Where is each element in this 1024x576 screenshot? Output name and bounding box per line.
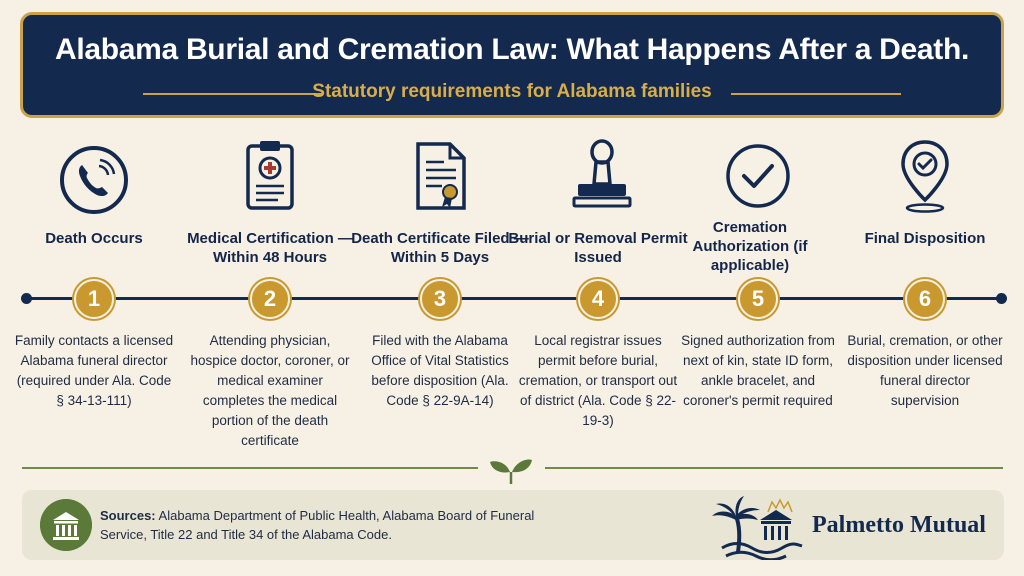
step-3-title: Death Certificate Filed — Within 5 Days — [351, 230, 529, 266]
step-6-number: 6 — [905, 279, 945, 319]
step-2-number: 2 — [250, 279, 290, 319]
page-title: Alabama Burial and Cremation Law: What Happens After a Death. — [54, 33, 970, 66]
divider-right — [545, 467, 1003, 469]
timeline-line — [26, 297, 1002, 300]
sprout-icon — [488, 452, 534, 486]
step-5-title: Cremation Authorization (if applicable) — [692, 219, 808, 274]
header-banner — [20, 12, 1004, 118]
step-1-description: Family contacts a licensed Alabama funeral director (required under Ala. Code § 34-13-111) — [14, 333, 174, 408]
step-4-title: Burial or Removal Permit Issued — [508, 230, 688, 266]
brand-name: Palmetto Mutual — [812, 512, 986, 538]
sources-text — [100, 506, 580, 544]
location-pin-check-icon — [885, 134, 965, 214]
palmetto-logo-icon — [708, 490, 808, 560]
footer-panel — [22, 490, 1004, 560]
step-2-description: Attending physician, hospice doctor, coroner, or medical examiner completes the medical portion of the death certificate — [190, 333, 350, 448]
step-3-description: Filed with the Alabama Office of Vital Statistics before disposition (Ala. Code § 22-9A-14) — [371, 333, 509, 408]
certificate-document-icon — [400, 136, 480, 216]
stamp-icon — [562, 136, 642, 216]
step-1-title: Death Occurs — [45, 230, 143, 247]
step-5-number: 5 — [738, 279, 778, 319]
divider-left — [22, 467, 478, 469]
step-2-title: Medical Certification — Within 48 Hours — [187, 230, 353, 266]
government-building-icon — [40, 499, 92, 551]
step-6-title: Final Disposition — [864, 230, 986, 247]
step-5-description: Signed authorization from next of kin, state ID form, ankle bracelet, and coroner's permit required — [681, 333, 835, 408]
step-1-number: 1 — [74, 279, 114, 319]
checkmark-circle-icon — [718, 138, 798, 218]
step-4-number: 4 — [578, 279, 618, 319]
phone-icon — [54, 140, 134, 220]
subtitle-row — [23, 81, 1001, 109]
medical-clipboard-icon — [230, 136, 310, 216]
subtitle-rule-right — [731, 93, 901, 95]
sources-label: Sources: — [100, 508, 156, 523]
sources-body: Alabama Department of Public Health, Alabama Board of Funeral Service, Title 22 and Title 34 of the Alabama Code. — [100, 508, 535, 542]
timeline-end-dot — [996, 293, 1007, 304]
step-4-description: Local registrar issues permit before burial, cremation, or transport out of district (Ala. Code § 22-19-3) — [518, 333, 678, 428]
page-subtitle: Statutory requirements for Alabama families — [312, 81, 712, 102]
step-6-description: Burial, cremation, or other disposition under licensed funeral director supervision — [847, 333, 1003, 408]
timeline-start-dot — [21, 293, 32, 304]
step-3-number: 3 — [420, 279, 460, 319]
